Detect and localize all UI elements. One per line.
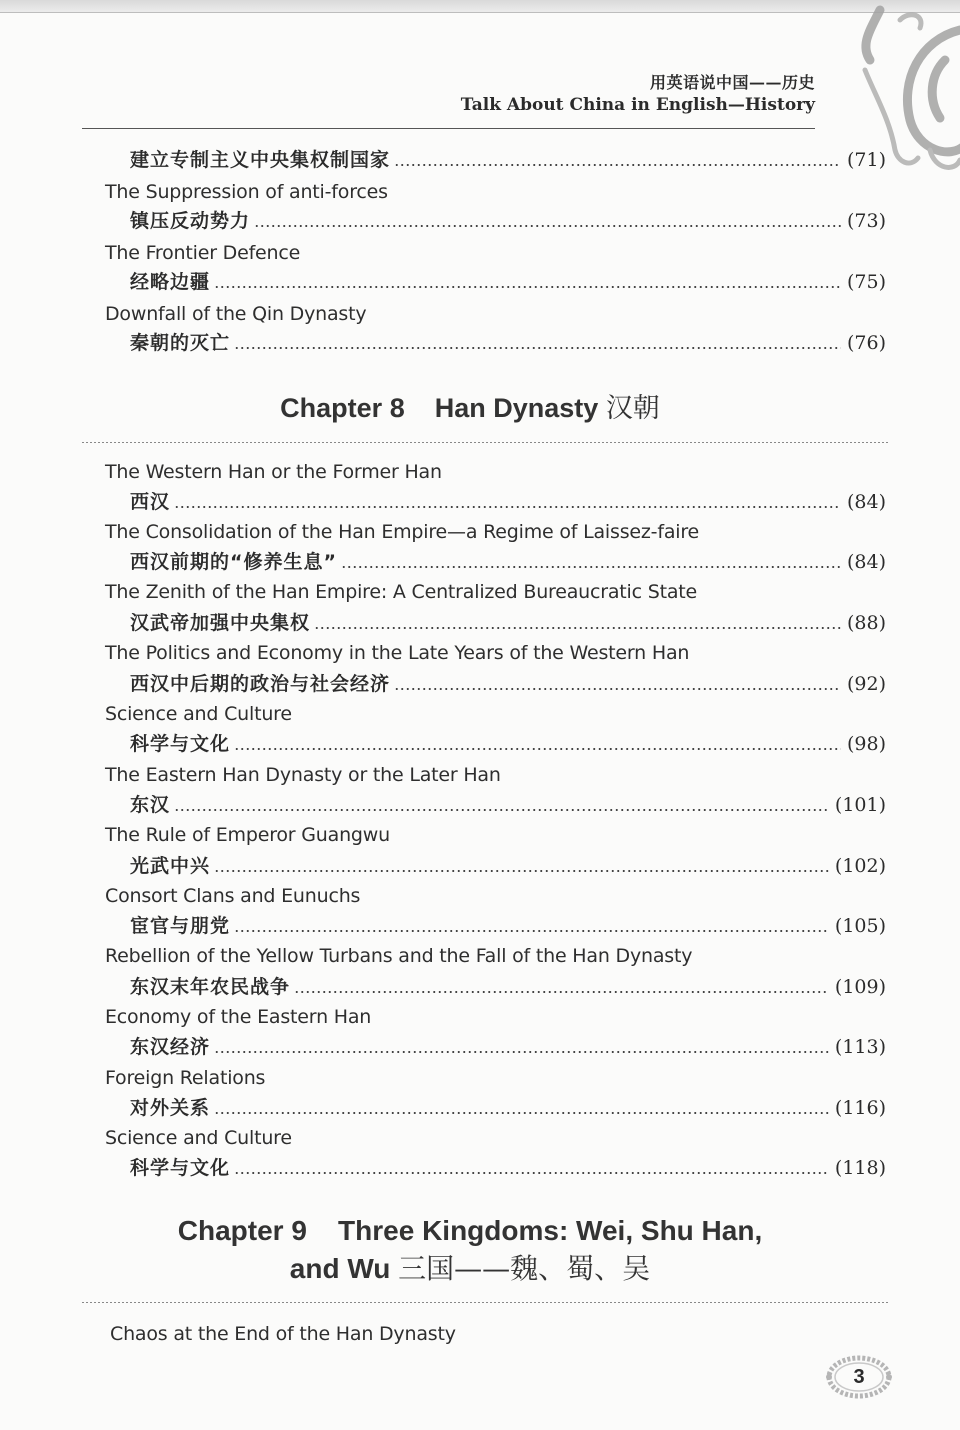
- toc-entry-en[interactable]: The Western Han or the Former Han: [105, 461, 442, 483]
- toc-entry-en[interactable]: The Frontier Defence: [105, 242, 301, 264]
- toc-entry[interactable]: [130, 329, 886, 357]
- dot-leader: [174, 809, 829, 811]
- chapter-label: Chapter 9: [177, 1215, 307, 1246]
- toc-entry-zh: 西汉: [130, 491, 171, 513]
- dot-leader: [234, 930, 829, 932]
- toc-page-number: (118): [834, 1157, 886, 1179]
- dot-leader: [214, 870, 829, 872]
- toc-entry-en[interactable]: Science and Culture: [105, 1127, 292, 1149]
- dot-leader: [294, 991, 829, 993]
- toc-entry[interactable]: [130, 670, 886, 698]
- toc-entry-zh: 秦朝的灭亡: [130, 332, 231, 354]
- toc-page-number: (71): [846, 149, 886, 171]
- toc-entry-zh: 光武中兴: [130, 855, 211, 877]
- chapter-title-en-cont: and Wu: [289, 1253, 391, 1284]
- toc-entry[interactable]: [130, 791, 886, 819]
- toc-entry-en[interactable]: Economy of the Eastern Han: [105, 1006, 372, 1028]
- toc-page-number: (75): [846, 271, 886, 293]
- toc-entry[interactable]: [130, 1033, 886, 1061]
- toc-entry[interactable]: [130, 609, 886, 637]
- dot-leader: [214, 286, 841, 288]
- toc-entry-zh: 东汉: [130, 794, 171, 816]
- dot-leader: [174, 506, 841, 508]
- toc-entry-en[interactable]: Rebellion of the Yellow Turbans and the Fall of the Han Dynasty: [105, 945, 693, 967]
- toc-entry-en[interactable]: The Consolidation of the Han Empire—a Regime of Laissez-faire: [105, 521, 700, 543]
- dot-leader: [214, 1112, 829, 1114]
- chapter-9-heading[interactable]: [0, 1212, 950, 1288]
- toc-entry-en[interactable]: The Politics and Economy in the Late Years of the Western Han: [105, 642, 690, 664]
- toc-page-number: (92): [846, 673, 886, 695]
- toc-entry-zh: 西汉前期的“修养生息”: [130, 551, 337, 573]
- dot-leader: [314, 627, 841, 629]
- toc-entry-zh: 建立专制主义中央集权制国家: [130, 149, 391, 171]
- toc-entry-zh: 宦官与朋党: [130, 915, 231, 937]
- header-title-zh: 用英语说中国——历史: [649, 73, 815, 92]
- toc-entry-zh: 科学与文化: [130, 733, 231, 755]
- toc-entry-zh: 西汉中后期的政治与社会经济: [130, 673, 391, 695]
- toc-page-number: (76): [846, 332, 886, 354]
- chapter-title-en: Han Dynasty: [434, 393, 599, 423]
- dot-leader: [341, 566, 841, 568]
- chapter-divider: [82, 442, 890, 443]
- toc-page-number: (88): [846, 612, 886, 634]
- toc-page-number: (109): [834, 976, 886, 998]
- toc-entry[interactable]: [130, 268, 886, 296]
- toc-entry-en[interactable]: Consort Clans and Eunuchs: [105, 885, 361, 907]
- toc-entry-zh: 镇压反动势力: [130, 210, 251, 232]
- toc-entry[interactable]: [130, 548, 886, 576]
- toc-page-number: (98): [846, 733, 886, 755]
- toc-entry-zh: 科学与文化: [130, 1157, 231, 1179]
- chapter-8-heading[interactable]: [0, 390, 950, 427]
- header-rule: [82, 128, 815, 129]
- toc-page-number: (84): [846, 551, 886, 573]
- toc-entry[interactable]: [130, 973, 886, 1001]
- toc-entry[interactable]: [130, 207, 886, 235]
- toc-entry-en[interactable]: Chaos at the End of the Han Dynasty: [110, 1323, 456, 1345]
- dot-leader: [234, 748, 841, 750]
- toc-entry[interactable]: [130, 912, 886, 940]
- dot-leader: [214, 1051, 829, 1053]
- toc-entry-zh: 经略边疆: [130, 271, 211, 293]
- toc-entry[interactable]: [130, 1154, 886, 1182]
- toc-entry-en[interactable]: The Rule of Emperor Guangwu: [105, 824, 390, 846]
- page-number: 3: [853, 1365, 865, 1388]
- dot-leader: [234, 347, 841, 349]
- toc-entry-en[interactable]: Science and Culture: [105, 703, 292, 725]
- toc-entry-zh: 东汉经济: [130, 1036, 211, 1058]
- dot-leader: [394, 688, 841, 690]
- toc-entry-en[interactable]: The Zenith of the Han Empire: A Centralized Bureaucratic State: [105, 581, 698, 603]
- toc-entry-zh: 对外关系: [130, 1097, 211, 1119]
- page-top-edge: [0, 0, 960, 13]
- toc-entry-en[interactable]: The Eastern Han Dynasty or the Later Han: [105, 764, 501, 786]
- toc-page-number: (102): [834, 855, 886, 877]
- toc-page-number: (73): [846, 210, 886, 232]
- chapter-divider: [82, 1302, 890, 1303]
- toc-page-number: (101): [834, 794, 886, 816]
- chapter-title-zh: 汉朝: [605, 393, 660, 424]
- toc-page-number: (84): [846, 491, 886, 513]
- toc-entry[interactable]: [130, 1094, 886, 1122]
- toc-page-number: (113): [834, 1036, 886, 1058]
- toc-entry[interactable]: [130, 730, 886, 758]
- toc-entry-zh: 东汉末年农民战争: [130, 976, 291, 998]
- toc-page-number: (105): [834, 915, 886, 937]
- chapter-9-heading-line2: [0, 1250, 950, 1288]
- chapter-9-heading-line1: [0, 1212, 950, 1250]
- toc-entry-en[interactable]: Foreign Relations: [105, 1067, 266, 1089]
- toc-entry-zh: 汉武帝加强中央集权: [130, 612, 311, 634]
- toc-page-number: (116): [834, 1097, 886, 1119]
- running-header: [440, 72, 815, 116]
- toc-entry-en[interactable]: The Suppression of anti-forces: [105, 181, 388, 203]
- toc-entry-en[interactable]: Downfall of the Qin Dynasty: [105, 303, 367, 325]
- chapter-label: Chapter 8: [280, 393, 405, 423]
- chapter-title-zh: 三国——魏、蜀、吴: [398, 1252, 651, 1285]
- toc-entry[interactable]: [130, 488, 886, 516]
- header-title-en: Talk About China in English—History: [460, 95, 815, 115]
- toc-entry[interactable]: [130, 852, 886, 880]
- dot-leader: [234, 1172, 829, 1174]
- dot-leader: [254, 225, 841, 227]
- dot-leader: [394, 164, 841, 166]
- page-number-badge: [824, 1352, 894, 1402]
- chapter-title-en: Three Kingdoms: Wei, Shu Han,: [338, 1215, 763, 1246]
- toc-entry[interactable]: [130, 146, 886, 174]
